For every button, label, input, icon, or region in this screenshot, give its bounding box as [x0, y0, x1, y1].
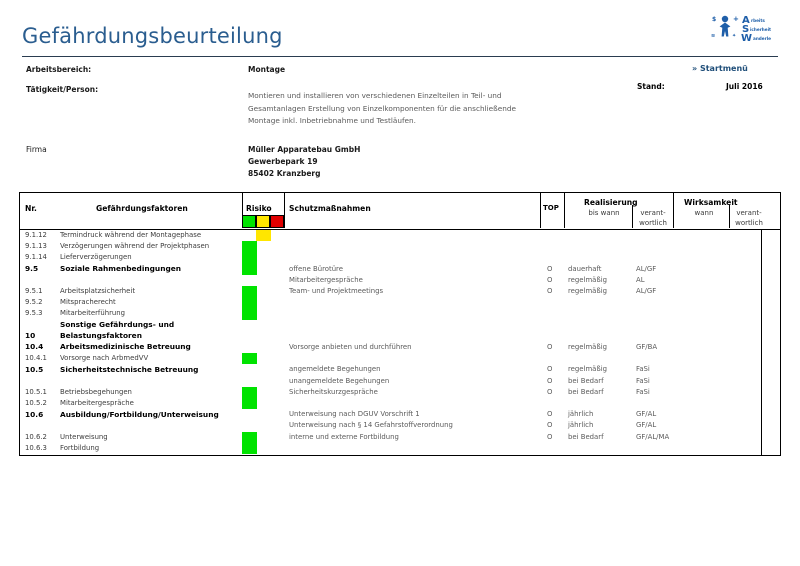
svg-text:✦: ✦	[732, 33, 737, 39]
row-top-marker: O	[547, 287, 553, 295]
row-protective-measure: angemeldete Begehungen	[289, 365, 381, 374]
col-header-schutzmassnahmen: Schutzmaßnahmen	[289, 204, 371, 213]
col-header-risiko: Risiko	[246, 204, 272, 213]
row-risk-indicator-green	[242, 443, 257, 454]
col-divider	[673, 193, 674, 228]
col-header-nr: Nr.	[25, 204, 37, 213]
row-realisation-deadline: jährlich	[568, 421, 594, 430]
taetigkeit-line: Montieren und installieren von verschiedenen Einzelteilen in Teil- und	[248, 91, 502, 100]
row-hazard-factor: Belastungsfaktoren	[60, 331, 142, 341]
row-risk-indicator-green	[242, 308, 257, 319]
row-number: 10.4.1	[25, 354, 47, 363]
svg-text:A: A	[742, 15, 750, 26]
risk-legend-green	[242, 215, 256, 228]
row-hazard-factor: Arbeitsplatzsicherheit	[60, 287, 136, 295]
row-number: 10.6.3	[25, 443, 47, 452]
svg-text:$: $	[712, 16, 717, 23]
firma-label: Firma	[26, 145, 47, 154]
risk-legend-red	[270, 215, 284, 228]
row-hazard-factor: Ausbildung/Fortbildung/Unterweisung	[60, 409, 219, 419]
page-title: Gefährdungsbeurteilung	[22, 24, 283, 48]
row-risk-indicator-green	[242, 264, 257, 275]
row-hazard-factor: Verzögerungen während der Projektphasen	[60, 242, 210, 251]
row-risk-indicator-green	[242, 432, 257, 443]
risk-assessment-table	[19, 192, 781, 456]
row-risk-indicator-green	[242, 241, 257, 252]
row-protective-measure: interne und externe Fortbildung	[289, 432, 399, 441]
col-divider	[284, 193, 285, 228]
firma-line: 85402 Kranzberg	[248, 169, 321, 178]
row-risk-indicator-green	[242, 286, 257, 297]
row-realisation-responsible: GF/AL/MA	[636, 432, 670, 441]
col-header-realisierung-verantwortlich	[634, 209, 672, 228]
row-realisation-deadline: regelmäßig	[568, 343, 608, 351]
col-divider	[632, 205, 633, 228]
svg-text:≋: ≋	[711, 33, 716, 39]
row-top-marker: O	[547, 365, 553, 374]
verantwortlich-line-1: verant-	[640, 209, 666, 217]
row-realisation-deadline: bei Bedarf	[568, 387, 604, 396]
row-hazard-factor: Mitspracherecht	[60, 298, 116, 307]
row-realisation-deadline: jährlich	[568, 410, 594, 419]
row-hazard-factor: Mitarbeiterführung	[60, 309, 126, 318]
svg-text:icherheit: icherheit	[750, 27, 772, 32]
firma-line: Gewerbepark 19	[248, 157, 318, 166]
row-realisation-responsible: GF/AL	[636, 410, 657, 419]
table-header-row	[20, 193, 780, 230]
verantwortlich-line-1: verant-	[736, 209, 762, 217]
row-number: 9.5	[25, 264, 39, 273]
row-protective-measure: Sicherheitskurzgespräche	[289, 387, 378, 396]
row-realisation-responsible: AL/GF	[636, 287, 657, 295]
arbeitsbereich-value: Montage	[248, 65, 286, 74]
row-protective-measure: Vorsorge anbieten und durchführen	[289, 343, 412, 351]
svg-text:+: +	[733, 15, 739, 23]
row-number: 9.5.2	[25, 298, 43, 307]
col-header-gefaehrdungsfaktoren: Gefährdungsfaktoren	[96, 204, 188, 213]
row-number: 10.5.1	[25, 387, 47, 396]
row-protective-measure: Unterweisung nach § 14 Gefahrstoffverordnung	[289, 421, 453, 430]
row-realisation-deadline: regelmäßig	[568, 365, 608, 374]
row-protective-measure: unangemeldete Begehungen	[289, 376, 390, 385]
row-hazard-factor: Termindruck während der Montagephase	[60, 231, 202, 239]
row-top-marker: O	[547, 275, 553, 284]
row-number: 10.6	[25, 409, 44, 419]
row-realisation-responsible: FaSi	[636, 376, 650, 385]
row-top-marker: O	[547, 410, 553, 419]
row-realisation-deadline: dauerhaft	[568, 264, 602, 273]
taetigkeit-label: Tätigkeit/Person:	[26, 85, 99, 94]
firma-address	[248, 144, 360, 180]
verantwortlich-line-2: wortlich	[735, 218, 763, 227]
row-top-marker: O	[547, 432, 553, 441]
row-number: 10.4	[25, 342, 44, 352]
row-realisation-deadline: regelmäßig	[568, 275, 608, 284]
row-protective-measure: offene Bürotüre	[289, 264, 343, 273]
row-hazard-factor: Arbeitsmedizinische Betreuung	[60, 342, 191, 352]
row-realisation-deadline: bei Bedarf	[568, 432, 604, 441]
stand-value: Juli 2016	[726, 82, 763, 91]
row-number: 9.5.3	[25, 309, 43, 318]
row-hazard-factor: Fortbildung	[60, 443, 100, 452]
row-realisation-deadline: bei Bedarf	[568, 376, 604, 385]
row-hazard-factor: Vorsorge nach ArbmedVV	[60, 354, 149, 363]
row-protective-measure: Unterweisung nach DGUV Vorschrift 1	[289, 410, 420, 419]
row-realisation-responsible: AL/GF	[636, 264, 657, 273]
row-protective-measure: Team- und Projektmeetings	[289, 287, 384, 295]
col-header-wirksamkeit-wann: wann	[694, 209, 714, 217]
row-number: 10.5	[25, 364, 44, 374]
row-risk-indicator-green	[242, 353, 257, 364]
row-top-marker: O	[547, 343, 553, 351]
verantwortlich-line-2: wortlich	[639, 218, 667, 227]
row-risk-indicator-green	[242, 252, 257, 263]
row-top-marker: O	[547, 421, 553, 430]
row-top-marker: O	[547, 264, 553, 273]
col-header-realisierung-bis-wann: bis wann	[588, 209, 620, 217]
row-number: 9.5.1	[25, 287, 43, 295]
risk-legend-yellow	[256, 215, 270, 228]
row-realisation-responsible: FaSi	[636, 387, 650, 396]
stand-label: Stand:	[637, 82, 665, 91]
row-realisation-responsible: AL	[636, 275, 645, 284]
taetigkeit-line: Montage inkl. Inbetriebnahme und Testläufen.	[248, 116, 416, 125]
row-hazard-factor: Sonstige Gefährdungs- und	[60, 320, 175, 329]
row-hazard-factor: Sicherheitstechnische Betreuung	[60, 364, 199, 374]
col-header-realisierung: Realisierung	[584, 198, 638, 207]
row-number: 9.1.13	[25, 242, 47, 251]
taetigkeit-description	[248, 90, 516, 128]
table-body	[20, 230, 780, 455]
row-realisation-responsible: GF/AL	[636, 421, 657, 430]
row-number: 9.1.12	[25, 231, 47, 239]
svg-text:W: W	[741, 33, 753, 44]
taetigkeit-line: Gesamtanlagen Erstellung von Einzelkomponenten für die anschließende	[248, 103, 516, 113]
row-risk-indicator-green	[242, 398, 257, 409]
row-realisation-responsible: GF/BA	[636, 343, 658, 351]
arbeitsbereich-label: Arbeitsbereich:	[26, 65, 92, 74]
row-hazard-factor: Mitarbeitergespräche	[60, 399, 134, 407]
col-header-wirksamkeit: Wirksamkeit	[684, 198, 738, 207]
svg-text:anderle: anderle	[753, 36, 771, 41]
row-hazard-factor: Betriebsbegehungen	[60, 387, 132, 396]
row-number: 9.1.14	[25, 253, 47, 262]
svg-text:S: S	[742, 24, 750, 35]
row-hazard-factor: Soziale Rahmenbedingungen	[60, 264, 182, 273]
svg-text:rbeits: rbeits	[751, 18, 765, 23]
row-risk-indicator-green	[242, 387, 257, 398]
startmenu-link[interactable]: » Startmenü	[692, 64, 748, 73]
col-header-wirksamkeit-verantwortlich	[730, 209, 768, 228]
row-number: 10.5.2	[25, 399, 47, 407]
row-protective-measure: Mitarbeitergespräche	[289, 275, 363, 284]
row-hazard-factor: Lieferverzögerungen	[60, 253, 132, 262]
row-number: 10	[25, 331, 36, 341]
row-top-marker: O	[547, 387, 553, 396]
row-realisation-deadline: regelmäßig	[568, 287, 608, 295]
firma-line: Müller Apparatebau GmbH	[248, 145, 361, 154]
asw-logo	[706, 12, 778, 46]
row-number: 10.6.2	[25, 432, 47, 441]
header-divider	[22, 56, 778, 57]
col-header-top: TOP	[543, 204, 559, 212]
row-realisation-responsible: FaSi	[636, 365, 650, 374]
row-hazard-factor: Unterweisung	[60, 432, 108, 441]
col-divider	[540, 193, 541, 228]
row-top-marker: O	[547, 376, 553, 385]
row-risk-indicator-yellow	[256, 230, 271, 241]
row-risk-indicator-green	[242, 297, 257, 308]
col-divider	[564, 193, 565, 228]
